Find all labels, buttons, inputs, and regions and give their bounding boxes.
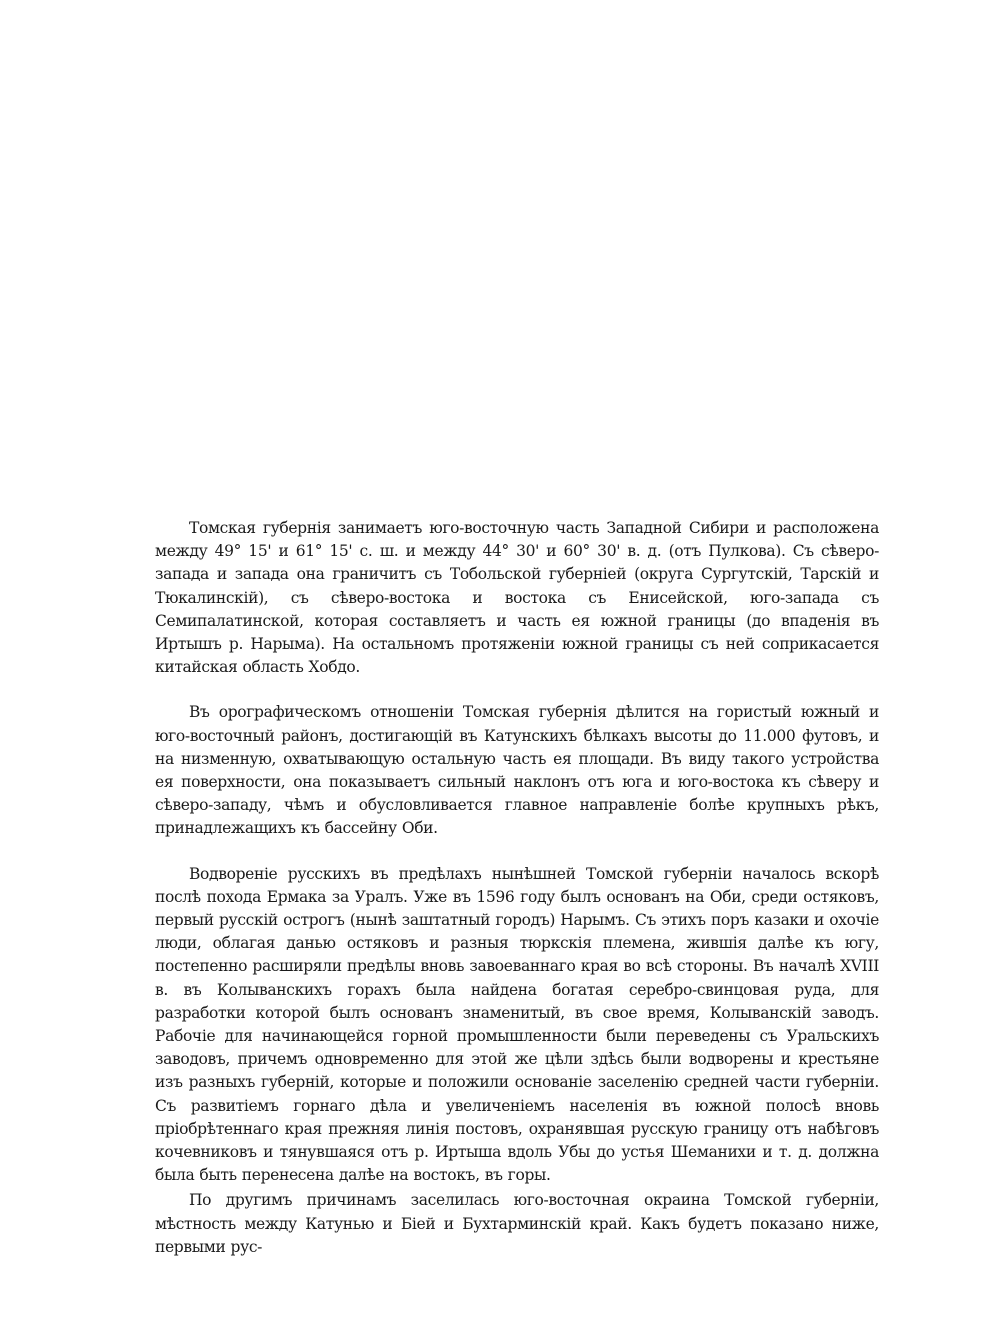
body-text: [155, 517, 879, 1259]
paragraph-orography: Въ орографическомъ отношеніи Томская губернія дѣлится на гористый южный и юго-восточный районъ, достигающій въ Катунскихъ бѣлкахъ высоты до 11.000 футовъ, и на низменную, охватывающую остальную часть ея площади. Въ виду такого устройства ея поверхности, она показываетъ сильный наклонъ отъ юга и юго-востока къ сѣверу и сѣверо-западу, чѣмъ и обусловливается главное направленіе болѣе крупныхъ рѣкъ, принадлежащихъ къ бассейну Оби.: [155, 703, 879, 838]
paragraph-boundaries: Томская губернія занимаетъ юго-восточную часть Западной Сибири и расположена между 49° 15' и 61° 15' с. ш. и между 44° 30' и 60° 30' в. д. (отъ Пулкова). Съ сѣверо-запада и запада она граничитъ съ Тобольской губерніей (округа Сургутскій, Тарскій и Тюкалинскій), съ сѣверо-востока и востока съ Енисейской, юго-запада съ Семипалатинской, которая составляетъ и часть ея южной границы (до впаденія въ Иртышъ р. Нарыма). На остальномъ протяженіи южной границы съ ней соприкасается китайская область Хобдо.: [155, 519, 879, 677]
paragraph-settlement: Водвореніе русскихъ въ предѣлахъ нынѣшней Томской губерніи началось вскорѣ послѣ похода Ермака за Уралъ. Уже въ 1596 году былъ основанъ на Оби, среди остяковъ, первый русскій острогъ (нынѣ заштатный городъ) Нарымъ. Съ этихъ поръ казаки и охочіе люди, облагая данью остяковъ и разныя тюркскія племена, жившія далѣе къ югу, постепенно расширяли предѣлы вновь завоеваннаго края во всѣ стороны. Въ началѣ XVIII в. въ Колыванскихъ горахъ была найдена богатая серебро-свинцовая руда, для разработки которой былъ основанъ знаменитый, въ свое время, Колыванскій заводъ. Рабочіе для начинающейся горной промышленности были переведены съ Уральскихъ заводовъ, причемъ одновременно для этой же цѣли здѣсь были водворены и крестьяне изъ разныхъ губерній, которые и положили основаніе заселенію средней части губерніи. Съ развитіемъ горнаго дѣла и увеличеніемъ населенія въ южной полосѣ вновь пріобрѣтеннаго края прежняя линія постовъ, охранявшая русскую границу отъ набѣговъ кочевниковъ и тянувшаяся отъ р. Иртыша вдоль Убы до устья Шеманихи и т. д. должна была быть перенесена далѣе на востокъ, въ горы.: [155, 864, 879, 1185]
paragraph-southeast: По другимъ причинамъ заселилась юго-восточная окраина Томской губерніи, мѣстность между Катунью и Біей и Бухтарминскій край. Какъ будетъ показано ниже, первыми рус-: [155, 1191, 879, 1256]
